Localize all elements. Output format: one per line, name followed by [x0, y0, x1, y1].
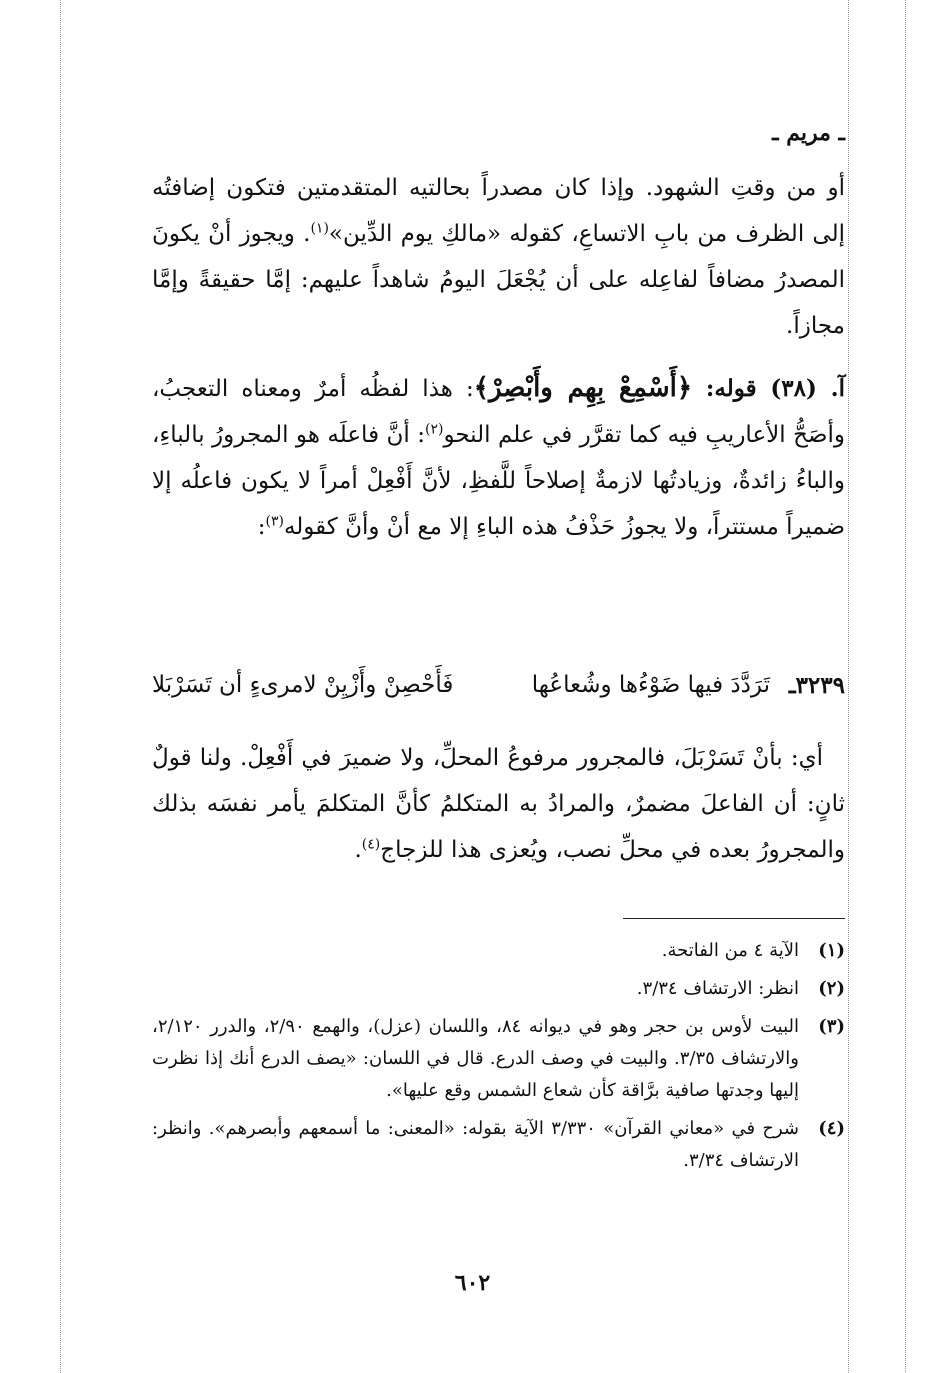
running-header: ـ مريم ـ — [772, 120, 845, 146]
scan-guide-line — [848, 0, 849, 1373]
paragraph-3: أي: بأنْ تَسَرْبَلَ، فالمجرور مرفوعُ المحلِّ، ولا ضميرَ في أَفْعِلْ. ولنا قولٌ ثانٍ: أن الفاعلَ مضمرٌ، والمرادُ به المتكلمُ كأنَّ المتكلمَ يأمر نفسَه بذلك والمجرورُ بعده في محلِّ نصب، ويُعزى هذا للزجاج$^{(٤)}$. — [152, 745, 845, 863]
footnote-ref: (١) — [310, 220, 329, 237]
footnote-item — [152, 1011, 845, 1107]
footnote-text: شرح في «معاني القرآن» ٣/٣٣٠ الآية بقوله: «المعنى: ما أسمعهم وأبصرهم». وانظر: الارتشاف ٣/٣٤. — [152, 1118, 799, 1171]
verse-second-hemistich: فَأَحْصِنْ وأَزْيِنْ لامرىءٍ أن تَسَرْبَلا — [152, 672, 454, 698]
footnote-item — [152, 973, 845, 1005]
footnote-text: البيت لأوس بن حجر وهو في ديوانه ٨٤، واللسان (عزل)، والهمع ٢/٩٠، والدرر ٢/١٢٠، والارتشاف ٣/٣٥. والبيت في وصف الدرع. قال في اللسان: «يصف الدرع أنك إذا نظرت إليها وجدتها صافية برَّاقة كأن شعاع الشمس وقع عليها». — [152, 1016, 799, 1101]
footnote-text: انظر: الارتشاف ٣/٣٤. — [636, 978, 799, 999]
page-number: ٦٠٢ — [454, 1270, 491, 1296]
verse-number: ٣٢٣٩ـ — [788, 672, 845, 699]
footnote-mark: (٢) — [818, 978, 845, 999]
scan-guide-line — [905, 0, 906, 1373]
footnote-mark: (٤) — [818, 1118, 845, 1139]
scan-guide-line — [60, 0, 61, 1373]
poetry-verse — [152, 672, 845, 712]
footnote-ref: (٤) — [361, 836, 381, 853]
footnote-item — [152, 935, 845, 967]
footnote-mark: (٣) — [818, 1016, 845, 1037]
main-text — [152, 165, 845, 550]
main-text-continued — [152, 735, 845, 873]
footnote-ref: (٣) — [265, 513, 284, 530]
quran-quote: ﴿أَسْمِعْ بِهِم وأَبْصِرْ﴾ — [473, 373, 693, 403]
footnotes — [152, 935, 845, 1183]
paragraph-2: آ. (٣٨) قوله: ﴿أَسْمِعْ بِهِم وأَبْصِرْ﴾: هذا لفظُه أمرٌ ومعناه التعجبُ، وأصَحُّ الأعاريبِ فيه كما تقرَّر في علم النحو$^{(٢)}$: أنَّ فاعلَه هو المجرورُ بالباءِ، والباءُ زائدةٌ، وزيادتُها لازمةٌ إصلاحاً للَّفظِ، لأنَّ أَفْعِلْ أمراً لا يكون فاعلُه إلا ضميراً مستتراً، ولا يجوزُ حَذْفُ هذه الباءِ إلا مع أنْ وأنَّ كقوله$^{(٣)}$: — [152, 373, 845, 540]
footnote-item — [152, 1113, 845, 1177]
footnote-separator — [623, 918, 845, 919]
footnote-ref: (٢) — [424, 421, 444, 438]
verse-first-hemistich: تَرَدَّدَ فيها ضَوْءُها وشُعاعُها — [531, 672, 770, 698]
footnote-mark: (١) — [818, 940, 845, 961]
footnote-text: الآية ٤ من الفاتحة. — [661, 940, 799, 961]
paragraph-1: أو من وقتِ الشهود. وإذا كان مصدراً بحالتيه المتقدمتين فتكون إضافتُه إلى الظرف من بابِ الاتساعِ، كقوله «مالكِ يوم الدِّين»$^{(١)}$. ويجوز أنْ يكونَ المصدرُ مضافاً لفاعِله على أن يُجْعَلَ اليومُ شاهداً عليهم: إمَّا حقيقةً وإمَّا مجازاً. — [152, 175, 845, 339]
